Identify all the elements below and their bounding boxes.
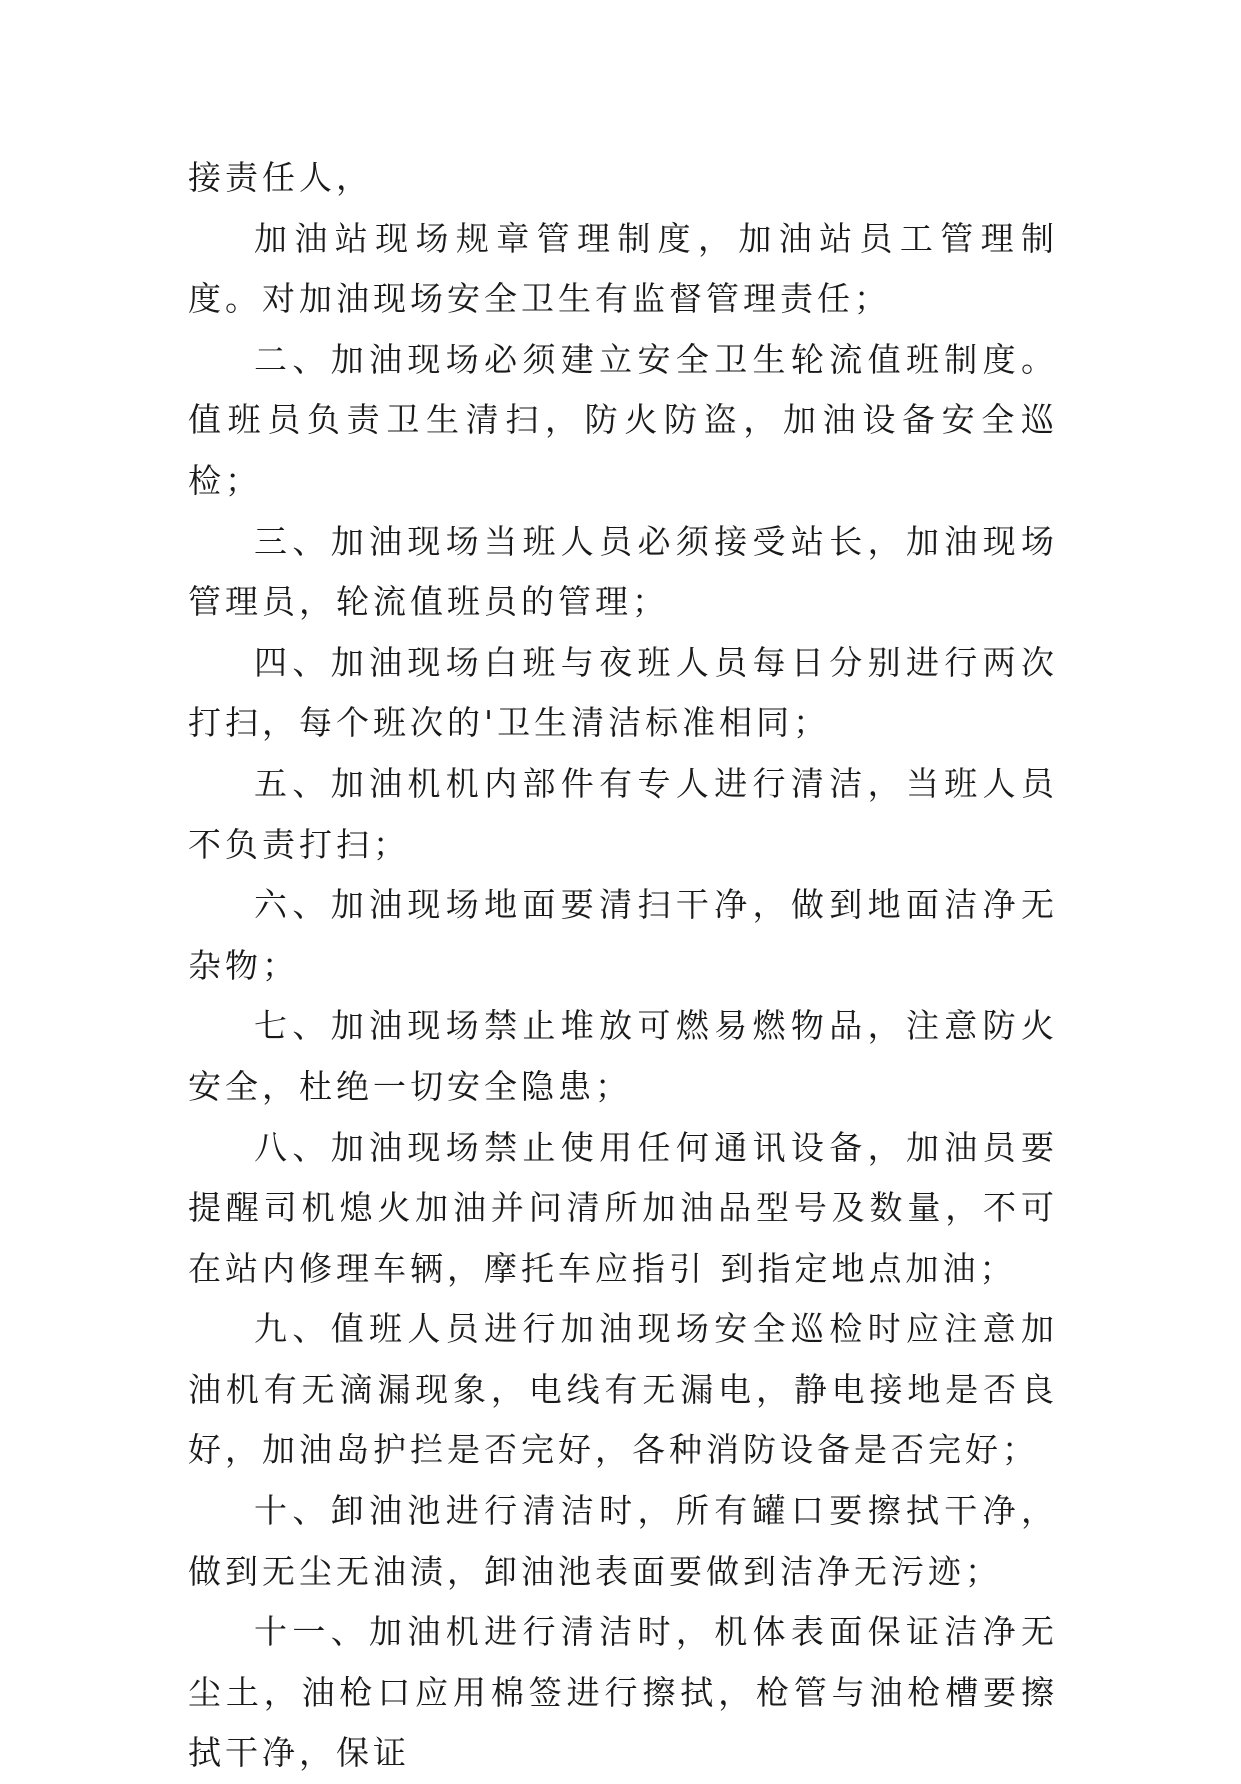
paragraph-item-5: 五、加油机机内部件有专人进行清洁，当班人员不负责打扫； xyxy=(188,763,1058,864)
paragraph-continuation: 接责任人， xyxy=(188,158,373,197)
paragraph-item-7: 七、加油现场禁止堆放可燃易燃物品，注意防火安全，杜绝一切安全隐患； xyxy=(188,1006,1058,1106)
paragraph-item-11: 十一、加油机进行清洁时，机体表面保证洁净无尘土，油枪口应用棉签进行擦拭，枪管与油枪槽要擦拭干净，保证 xyxy=(188,1612,1058,1773)
paragraph-item-3: 三、加油现场当班人员必须接受站长，加油现场管理员，轮流值班员的管理； xyxy=(188,521,1058,622)
paragraph-station-rules: 加油站现场规章管理制度，加油站员工管理制度。对加油现场安全卫生有监督管理责任； xyxy=(188,218,1058,319)
paragraph-item-2: 二、加油现场必须建立安全卫生轮流值班制度。值班员负责卫生清扫，防火防盗，加油设备安全巡检； xyxy=(188,339,1058,500)
paragraph-item-10: 十、卸油池进行清洁时，所有罐口要擦拭干净，做到无尘无油渍，卸油池表面要做到洁净无污迹； xyxy=(188,1491,1058,1591)
paragraph-item-9: 九、值班人员进行加油现场安全巡检时应注意加油机有无滴漏现象，电线有无漏电，静电接地是否良好，加油岛护拦是否完好，各种消防设备是否完好； xyxy=(188,1309,1058,1470)
paragraph-item-6: 六、加油现场地面要清扫干净，做到地面洁净无杂物； xyxy=(188,885,1058,985)
document-body xyxy=(188,148,1058,1784)
paragraph-item-8: 八、加油现场禁止使用任何通讯设备，加油员要提醒司机熄火加油并问清所加油品型号及数量，不可在站内修理车辆，摩托车应指引 到指定地点加油； xyxy=(188,1127,1058,1288)
paragraph-item-4: 四、加油现场白班与夜班人员每日分别进行两次打扫，每个班次的'卫生清洁标准相同； xyxy=(188,642,1058,743)
